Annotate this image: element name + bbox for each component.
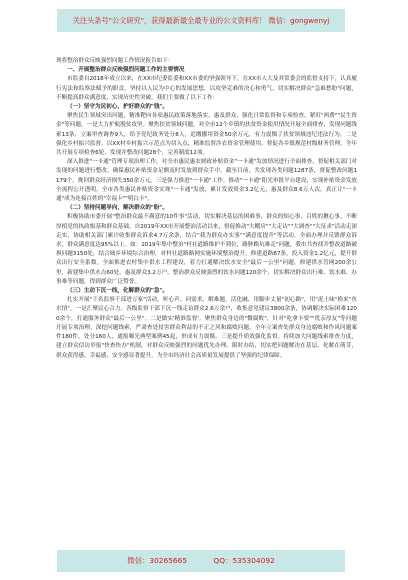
subsection-heading: （三）主动下沉一线，化解群众的"急"。 bbox=[67, 288, 168, 295]
section-heading: 一、开展整治群众反映强烈问题工作的主要情况 bbox=[67, 67, 185, 74]
body-paragraph: 积极协助市委开展"整治群众最不满意的10件事"活动，切实解决基层的困难事，群众的烦心事，百姓的揪心事，不断厚植党的执政根基和群众基础。自2019年XX市开展整治活动以来，督促推动"大棚房""大走访""大调查""大征求"活动走深走实，协助相关部门累计收集群众诉求4.7万余条，结合"我为群众办实事""满意度提升"等活动，全面办理并反馈群众诉求，群众满意度达95%以上。如：2019年集中整治"村社道路维护不到位，路肿路坑难走"问题，我市共查找并整改道路破损问题3150处，结合城乡环境综合治理，对村社道路路网实施环境整治提升，修建道路87条，投入资金1.2亿元，提升群众出行安全系数。全面推进农村集中供水工程建设，着力打通解决饮水安全"最后一公里"问题，修建供水管网200余公里，新建集中供水点60处，惠及群众3.2万户，整治群众反映强烈的饮水问题120余个，切实解决群众出行难、饮水难、办事难等问题，得到群众广泛赞誉。 bbox=[56, 214, 357, 285]
subsection-heading: （一）坚守为民初心，护好群众的"钱"。 bbox=[67, 104, 168, 111]
header-promo-banner: 关注头条号"公文研究"，获得最新最全最专业的公文资料库！ 微信：gongwenyj bbox=[57, 9, 345, 32]
intro-paragraph: 现将整治群众反映强烈问题工作情况报告如下： bbox=[56, 58, 174, 64]
qq-contact: QQ：535304092 bbox=[213, 556, 275, 565]
body-paragraph: 聚焦民生领域突出问题，精准靶向各项惠民政策落地落实、惠及群众，强化日常监督和专项检查，紧盯"两费""民生资金"等问题，一是大力护航脱贫攻坚。聚焦扶贫领域问题，对全市12个乡镇的扶贫资金使用情况开展全面排查，发现问题线索13条，立案审查调查9人，给予党纪政务处分8人，追缴挪用资金50余万元，有力震慑了扶贫领域违纪违法行为。二是强化乡村振兴监督。以XX村乡村振兴示范点为切入点，精准监督涉农资金管理使用，督促各乡镇规范村级财务管理，全年共开展专项检查6轮，发现并整改问题28个，完善制度12项。 bbox=[56, 113, 357, 157]
subsection-heading: （二）坚持问题导向，解决群众的"盼"。 bbox=[67, 205, 168, 212]
document-body bbox=[56, 57, 357, 548]
body-paragraph: 市监委自2018年成立以来，在XX市纪委监委和XX市委的坚强领导下，在XX市人大及其常委会的监督支持下，认真履行宪法和监察法赋予的职责，坚持以人民为中心的发展思想，以攻坚克难的决心和勇气，切实解决群众"急难愁盼"问题，不断提高群众满意度，实现历史性突破。我们主要做了以下工作： bbox=[56, 76, 357, 101]
footer-contact-banner bbox=[57, 550, 345, 572]
wechat-contact: 微信：30265665 bbox=[127, 556, 188, 565]
body-paragraph: 扎实开展"千名监察干部进万家"活动，听心声、问需求、解难题，活化融、用脚步丈量"初心路"，用"泥土味"换来"鱼水情"。一是汇聚民心合力。各级监察干部下沉一线走访群众2.6万余户，收集意见建议3800余条，协调解决实际困难1200余个，打通服务群众"最后一公里"。二是做实'精准监督'。聚焦群众身边的"微腐败"，针对"吃拿卡要""优亲厚友"等问题开展专项治理，深挖问题线索，严肃查处侵害群众利益的不正之风和腐败问题，全年立案查处群众身边腐败和作风问题案件180件，处分160人，通报曝光典型案例45起，形成有力震慑。三是提升质效强化监督。持续加大问题线索排查力度，建立群众信访举报"快查快办"机制，对群众反映强烈的问题优先办理、限时办结，切实把问题解决在基层、化解在萌芽，群众获得感、幸福感、安全感显著提升，为全市经济社会高质量发展提供了坚强的纪律保障。 bbox=[56, 297, 357, 359]
body-paragraph: 深入推进"一卡通"管理专项治理工作，对全市惠民惠农财政补贴资金"一卡通"发放情况进行全面排查，督促相关部门对发现的问题进行整改，确保惠民补贴资金足额及时发放到群众手中。截至目前，共发现各类问题1287条，督促整改问题1179个，挽回群众经济损失350余万元。三是强力推进"一卡通"工作。推动"一卡通"阳光审批平台建设，实现补贴资金发放全流程公开透明，全市各类惠民补贴资金实现"一卡通"发放，累计发放资金3.2亿元，惠及群众8.6万人次，真正让"一卡通"成为连接百姓的"幸福卡""明白卡"。 bbox=[56, 159, 357, 203]
